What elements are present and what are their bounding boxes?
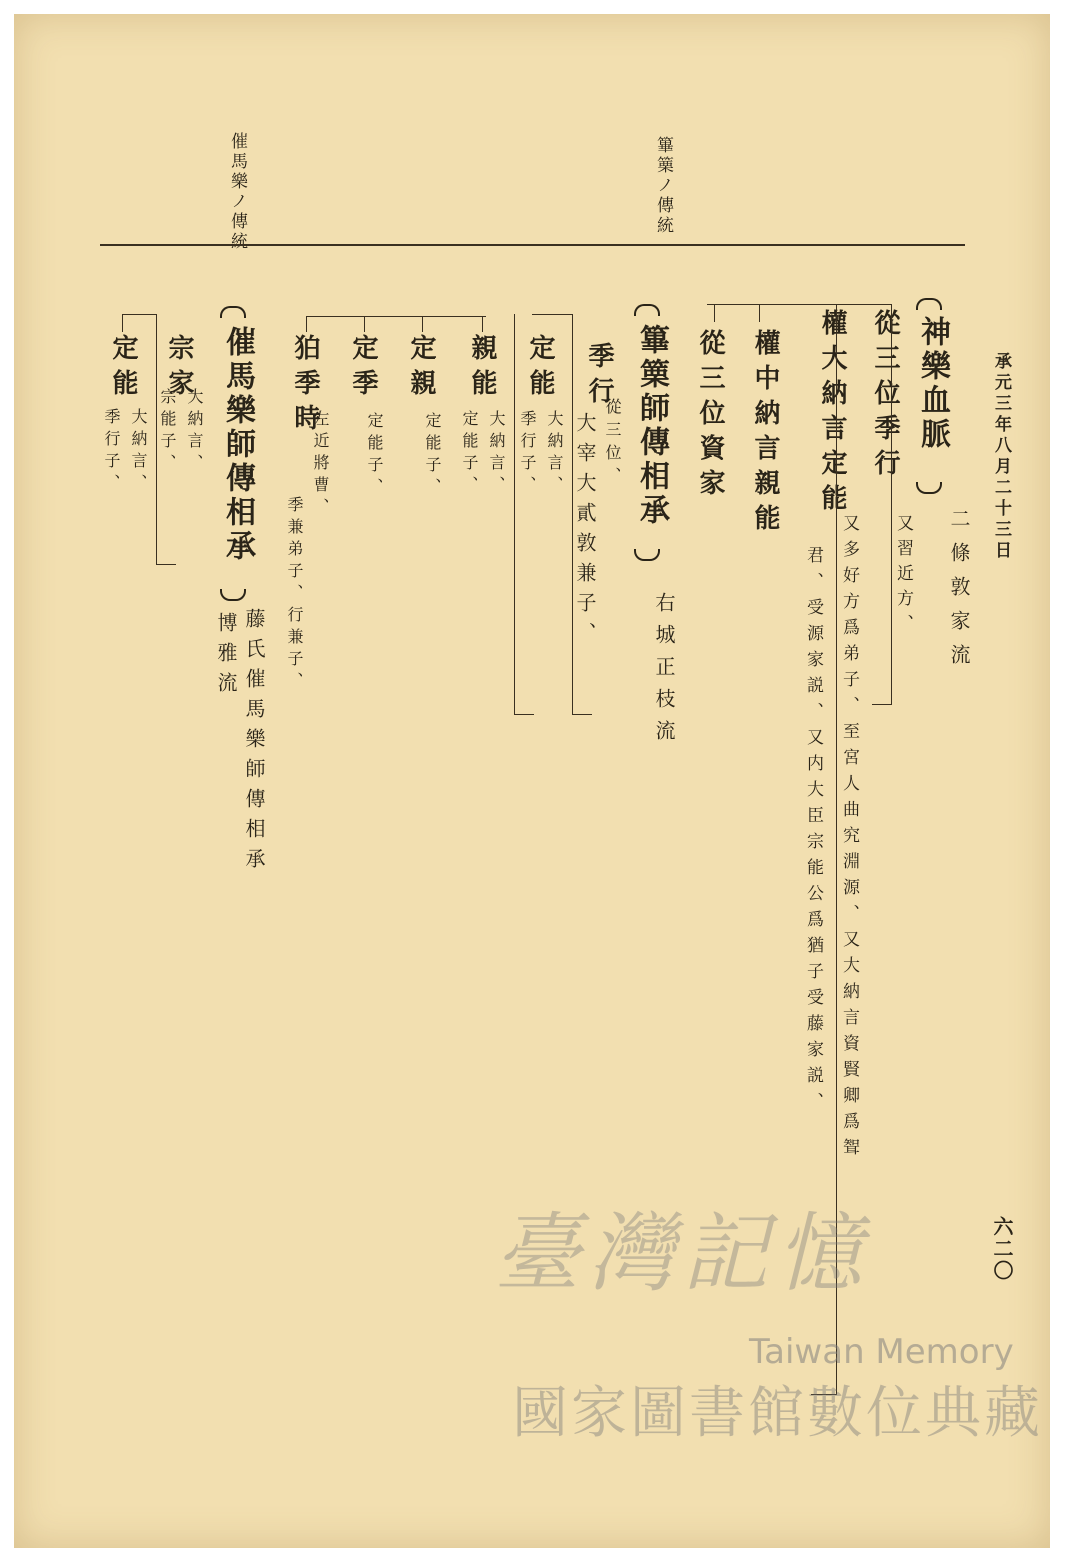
hichiriki-note-3b: 定能子、: [423, 412, 442, 500]
title-bracket-bottom: [916, 482, 942, 494]
saibara-note-1b: 宗能子、: [158, 388, 177, 476]
hichiriki-note-1: 從三位、: [603, 398, 622, 490]
hichiriki-name-2: 定能: [525, 334, 555, 404]
tree-line: [364, 316, 365, 332]
tree-line: [707, 304, 892, 305]
bracket-line: [872, 704, 892, 705]
saibara-note-2b: 季行子、: [102, 408, 121, 496]
bracket-line: [514, 314, 515, 714]
bracket-line: [514, 714, 534, 715]
hichiriki-name-3a: 親能: [467, 334, 497, 404]
hichiriki-name-3d: 狛季時: [290, 334, 320, 439]
tree-line: [759, 304, 760, 322]
bracket-line: [572, 314, 573, 714]
hichiriki-name-3c: 定季: [348, 334, 378, 404]
kagura-note-1: 又習近方、: [893, 514, 913, 639]
saibara-lineage-2: 博雅流: [214, 612, 238, 702]
kagura-title: 神樂血脈: [915, 316, 950, 452]
hichiriki-name-1: 季行: [584, 342, 614, 412]
kagura-name-3a: 權中納言親能: [750, 329, 780, 539]
watermark-taiwan-memory: Taiwan Memory: [749, 1332, 1014, 1372]
page-number: 六二〇: [990, 1216, 1014, 1282]
tree-line: [122, 314, 123, 332]
bracket-line: [156, 564, 176, 565]
hichiriki-note-2: 大納言、: [545, 410, 564, 498]
saibara-note-2: 大納言、: [129, 408, 148, 496]
tree-line: [714, 304, 715, 322]
saibara-tradition-label: 催馬樂ノ傳統: [227, 132, 247, 252]
saibara-note-1: 大納言、: [185, 388, 204, 476]
title-bracket-bottom: [634, 549, 660, 561]
hichiriki-lineage: 右城正枝流: [652, 592, 676, 752]
hichiriki-note-3d-b: 季兼弟子、行兼子、: [285, 496, 304, 694]
hichiriki-note-3d: 左近將曹、: [311, 410, 330, 520]
tree-line: [482, 316, 483, 332]
tree-line: [422, 316, 423, 332]
hichiriki-name-3b: 定親: [406, 334, 436, 404]
tree-line: [122, 314, 156, 315]
bracket-line: [572, 714, 592, 715]
kagura-note-2b: 君、受源家説、又内大臣宗能公爲猶子受藤家説、: [803, 546, 823, 1118]
bracket-line: [156, 314, 157, 564]
tree-line: [306, 316, 486, 317]
hichiriki-title: 篳篥師傳相承: [634, 324, 669, 528]
hichiriki-note-2b: 季行子、: [518, 410, 537, 498]
hichiriki-note-3a: 大納言、: [487, 410, 506, 498]
kagura-name-2: 權大納言定能: [817, 309, 847, 519]
title-bracket-top: [916, 298, 942, 310]
tree-line: [532, 314, 572, 315]
tree-line: [306, 316, 307, 332]
document-page: [14, 14, 1050, 1548]
title-bracket-bottom: [220, 589, 246, 601]
title-bracket-top: [220, 306, 246, 318]
hichiriki-tradition-label: 篳篥ノ傳統: [653, 136, 673, 236]
kagura-name-1: 從三位季行: [870, 309, 900, 484]
hichiriki-note-1b: 大宰大貳敦兼子、: [573, 412, 597, 652]
title-bracket-top: [634, 304, 660, 316]
bracket-line: [891, 304, 892, 704]
watermark-taiwan-memory-chars: 臺灣記憶: [494, 1204, 870, 1304]
saibara-lineage-1: 藤氏催馬樂師傳相承: [242, 608, 266, 878]
hichiriki-note-3a-b: 定能子、: [460, 410, 479, 498]
date-header: 承元三年八月二十三日: [991, 352, 1011, 562]
watermark-national-library: 國家圖書館數位典藏: [512, 1381, 1043, 1446]
kagura-note-2a: 又多好方爲弟子、至宮人曲究淵源、又大納言資賢卿爲聟: [839, 514, 859, 1164]
hichiriki-note-3c: 定能子、: [365, 412, 384, 500]
kagura-name-3b: 從三位資家: [695, 329, 725, 504]
saibara-name-1: 宗家: [164, 334, 194, 404]
saibara-title: 催馬樂師傳相承: [220, 326, 255, 564]
top-rule: [100, 244, 965, 246]
saibara-name-2: 定能: [108, 334, 138, 404]
kagura-lineage: 二條敦家流: [947, 508, 971, 678]
